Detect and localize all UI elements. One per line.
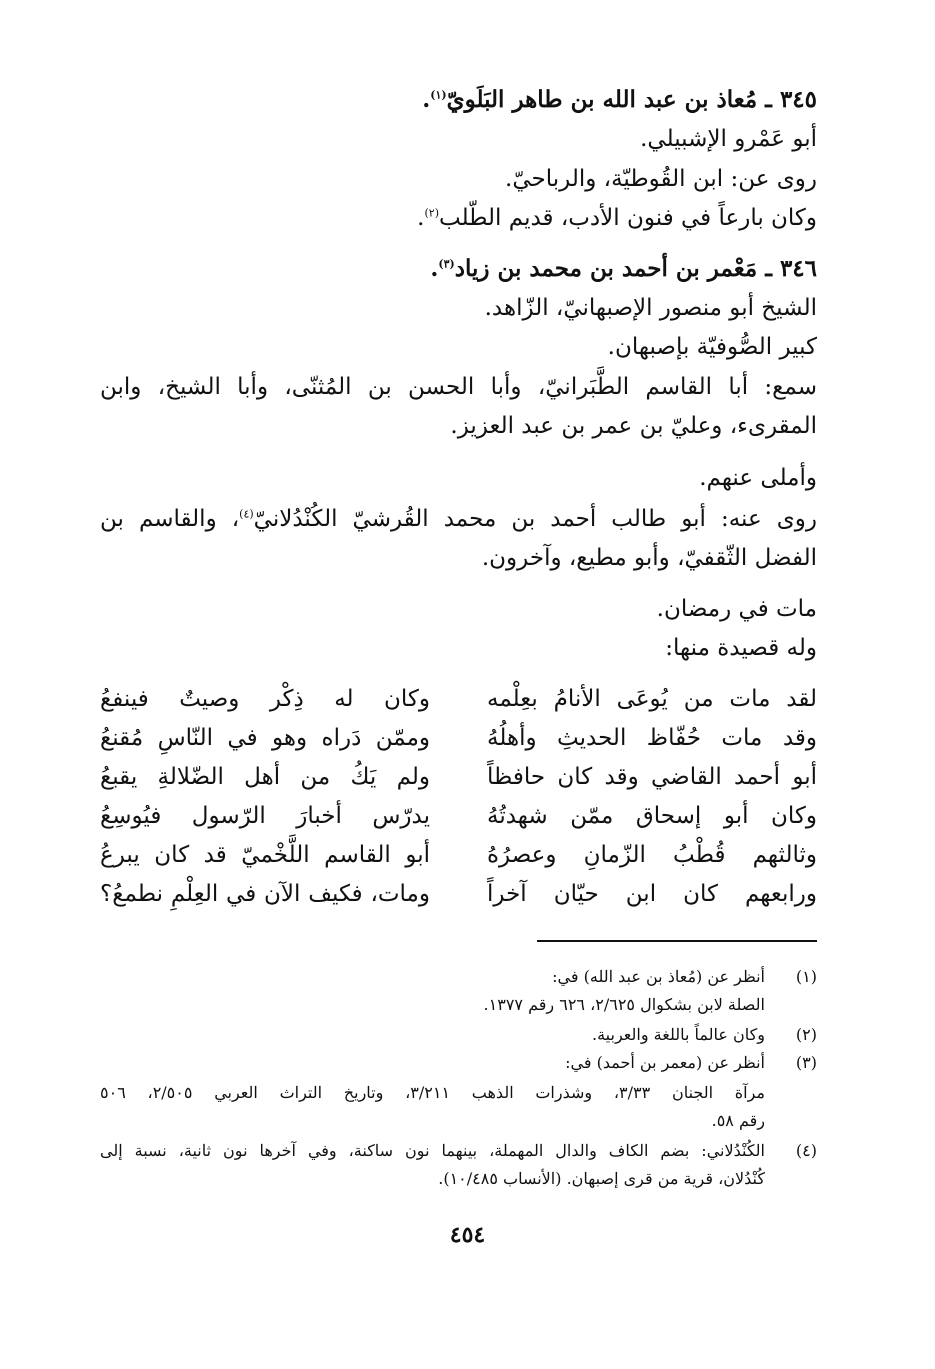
entry-346-narrators-2: الفضل الثّقفيّ، وأبو مطيع، وآخرون. — [481, 545, 817, 571]
poem-verse-3-second: ولم يَكُ من أهل الضّلالةِ يقبعُ — [100, 764, 430, 790]
entry-346-narrators-1a: روى عنه: أبو طالب أحمد بن محمد القُرشيّ الكُنْدُلانيّ — [253, 506, 817, 532]
entry-346-heading-end: . — [430, 255, 439, 282]
poem-verse-1-second: وكان له ذِكْر وصيتٌ فينفعُ — [100, 686, 430, 712]
entry-346-kunya: الشيخ أبو منصور الإصبهانيّ، الزّاهد. — [484, 295, 817, 321]
entry-346-title: كبير الصُّوفيّة بإصبهان. — [607, 334, 817, 360]
entry-346-poem-intro: وله قصيدة منها: — [665, 635, 817, 661]
entry-346-heard-from-2: المقرىء، وعليّ بن عمر بن عبد العزيز. — [450, 413, 817, 439]
poem-verse-6-second: ومات، فكيف الآن في العِلْمِ نطمعُ؟ — [100, 881, 430, 907]
poem-verse-4-second: يدرّس أخبارَ الرّسول فيُوسِعُ — [100, 803, 430, 829]
footnote-1-line-2: الصلة لابن بشكوال ٢/٦٢٥، ٦٢٦ رقم ١٣٧٧. — [483, 995, 765, 1014]
footnote-separator — [537, 940, 817, 942]
footnote-ref-2: (٢) — [424, 206, 439, 220]
footnote-2-number: (٢) — [795, 1025, 817, 1044]
poem-verse-1-first: لقد مات من يُوعَى الأنامُ بعِلْمه — [487, 686, 817, 712]
poem-verse-3-first: أبو أحمد القاضي وقد كان حافظاً — [487, 764, 817, 790]
entry-346-dictated: وأملى عنهم. — [699, 465, 817, 491]
poem-verse-5-first: وثالثهم قُطْبُ الزّمانِ وعصرُهُ — [487, 842, 817, 868]
poem-verse-4-first: وكان أبو إسحاق ممّن شهدتُهُ — [487, 803, 817, 829]
entry-345-description-end: . — [417, 205, 425, 231]
footnote-ref-1: (١) — [430, 88, 447, 102]
poem-verse-6-first: ورابعهم كان ابن حيّان آخراً — [487, 881, 817, 907]
page-number: ٤٥٤ — [449, 1222, 486, 1248]
footnote-1-line-1: أنظر عن (مُعاذ بن عبد الله) في: — [552, 967, 765, 986]
footnote-ref-4: (٤) — [239, 507, 254, 521]
entry-346-heading-text: ٣٤٦ ـ مَعْمر بن أحمد بن محمد بن زياد — [454, 255, 817, 282]
poem-verse-2-second: وممّن دَراه وهو في النّاسِ مُقنعُ — [100, 725, 430, 751]
footnote-3-number: (٣) — [795, 1053, 817, 1072]
entry-345-description — [417, 202, 817, 234]
poem-verse-5-second: أبو القاسم اللَّخْميّ قد كان يبرعُ — [100, 842, 430, 868]
footnote-4-number: (٤) — [795, 1141, 817, 1160]
entry-345-heading — [422, 84, 817, 116]
entry-346-narrators-1b: ، والقاسم بن — [100, 506, 240, 532]
entry-345-heading-text: ٣٤٥ ـ مُعاذ بن عبد الله بن طاهر البَلَويّ — [446, 86, 817, 113]
entry-345-narrated-from: روى عن: ابن القُوطيّة، والرباحيّ. — [505, 166, 817, 192]
entry-346-heading — [430, 253, 817, 285]
entry-345-description-text: وكان بارعاً في فنون الأدب، قديم الطّلب — [438, 205, 817, 231]
poem-verse-2-first: وقد مات حُفّاظ الحديثِ وأهلُهُ — [487, 725, 817, 751]
footnote-ref-3: (٣) — [438, 257, 455, 271]
entry-345-heading-end: . — [422, 86, 431, 113]
entry-346-death: مات في رمضان. — [656, 596, 817, 622]
footnote-4-line-1: الكُنْدُلاني: بضم الكاف والدال المهملة، بينهما نون ساكنة، وفي آخرها نون ثانية، نسبة إلى — [100, 1141, 765, 1160]
footnote-3-line-1: أنظر عن (معمر بن أحمد) في: — [565, 1053, 765, 1072]
footnote-2-line-1: وكان عالماً باللغة والعربية. — [592, 1025, 765, 1044]
footnote-1-number: (١) — [795, 967, 817, 986]
footnote-3-line-2: مرآة الجنان ٣/٣٣، وشذرات الذهب ٣/٢١١، وتاريخ التراث العربي ٢/٥٠٥، ٥٠٦ — [100, 1083, 765, 1102]
footnote-4-line-2: كُنْدُلان، قرية من قرى إصبهان. (الأنساب ١٠/٤٨٥). — [438, 1169, 765, 1188]
entry-345-kunya: أبو عَمْرو الإشبيلي. — [640, 126, 817, 152]
footnote-3-line-3: رقم ٥٨. — [711, 1111, 765, 1130]
entry-346-narrators-1 — [100, 503, 817, 535]
entry-346-heard-from-1: سمع: أبا القاسم الطَّبَرانيّ، وأبا الحسن بن المُثنّى، وأبا الشيخ، وابن — [100, 374, 817, 400]
